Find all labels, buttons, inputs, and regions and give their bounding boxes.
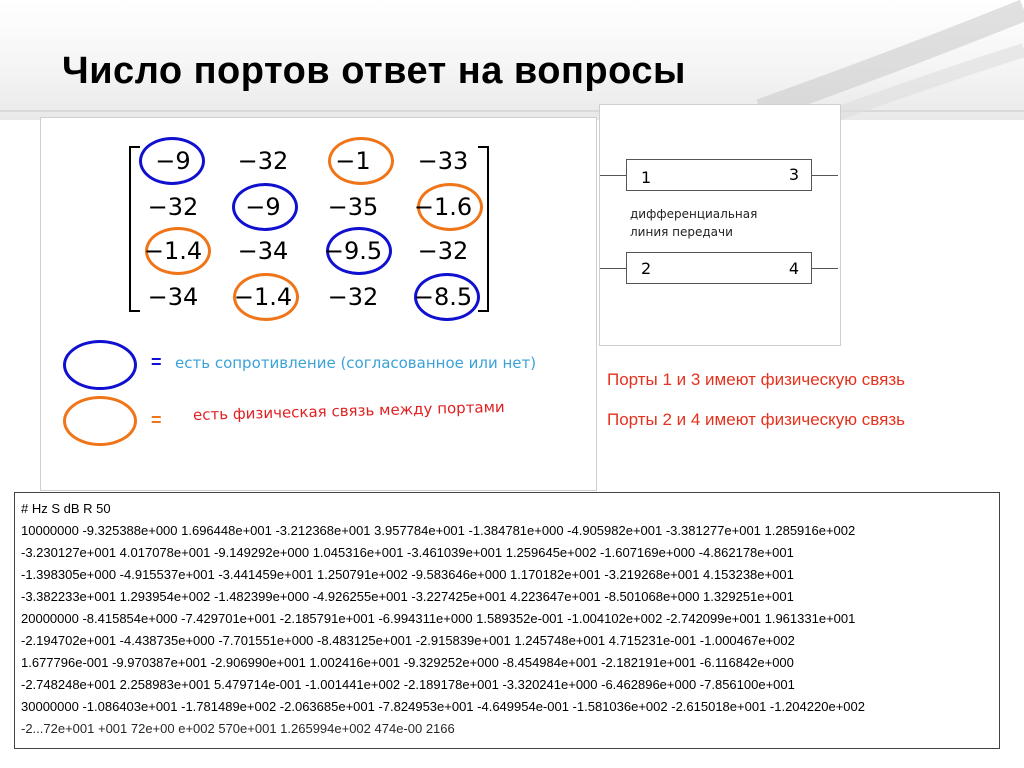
matrix-cell: −1.4 <box>233 283 293 311</box>
matrix-cell: −34 <box>147 283 199 311</box>
data-line: -3.230127e+001 4.017078e+001 -9.149292e+000 1.045316e+001 -3.461039e+001 1.259645e+002 -1.607169e+000 -4.862178e+001 <box>21 545 794 560</box>
port-label-1: 1 <box>641 168 652 187</box>
note-ports-2-4: Порты 2 и 4 имеют физическую связь <box>607 410 905 429</box>
matrix-cell: −9 <box>155 147 191 175</box>
matrix-cell: −1 <box>335 147 371 175</box>
matrix-cell: −1.4 <box>143 237 203 265</box>
bottom-line-box <box>626 252 812 284</box>
matrix-cell: −32 <box>417 237 469 265</box>
legend-equals-orange: = <box>151 410 162 430</box>
matrix-cell: −32 <box>147 193 199 221</box>
data-line: 10000000 -9.325388e+000 1.696448e+001 -3.212368e+001 3.957784e+001 -1.384781e+000 -4.905982e+001 -3.381277e+001 1.285916e+002 <box>21 523 856 538</box>
legend-orange-ring <box>63 396 137 446</box>
legend-blue-ring <box>63 340 137 390</box>
matrix-cell: −8.5 <box>413 283 473 311</box>
page-title: Число портов ответ на вопросы <box>62 50 686 92</box>
port-label-4: 4 <box>788 259 799 278</box>
legend-equals-blue: = <box>151 352 162 372</box>
port-label-3: 3 <box>788 165 799 184</box>
port-2-lead <box>600 268 626 269</box>
data-line-partial: -2...72e+001 +001 72e+00 e+002 570e+001 1.265994e+002 474e-00 2166 <box>21 721 455 736</box>
port-label-2: 2 <box>641 259 652 278</box>
matrix-cell: −34 <box>237 237 289 265</box>
s-matrix-panel <box>40 117 597 491</box>
diagram-caption-line2: линия передачи <box>630 225 733 239</box>
matrix-cell: −32 <box>327 283 379 311</box>
data-line: -1.398305e+000 -4.915537e+001 -3.441459e+001 1.250791e+002 -9.583646e+000 1.170182e+001 -3.219268e+001 4.153238e+001 <box>21 567 794 582</box>
data-line: -2.748248e+001 2.258983e+001 5.479714e-001 -1.001441e+002 -2.189178e+001 -3.320241e+000 -6.462896e+000 -7.856100e+001 <box>21 677 795 692</box>
matrix-cell: −9 <box>245 193 281 221</box>
data-line: 20000000 -8.415854e+000 -7.429701e+001 -2.185791e+001 -6.994311e+000 1.589352e-001 -1.004102e+002 -2.742099e+001 1.961331e+001 <box>21 611 856 626</box>
diagram-caption-line1: дифференциальная <box>630 207 758 221</box>
matrix-cell: −35 <box>327 193 379 221</box>
data-line: 1.677796e-001 -9.970387e+001 -2.906990e+001 1.002416e+001 -9.329252e+000 -8.454984e+001 -2.182191e+001 -6.116842e+000 <box>21 655 794 670</box>
matrix-cell: −9.5 <box>323 237 383 265</box>
top-line-box <box>626 159 812 191</box>
port-3-lead <box>812 175 838 176</box>
title-divider <box>0 110 1024 112</box>
legend-orange-text: есть физическая связь между портами <box>192 397 505 424</box>
matrix-cell: −33 <box>417 147 469 175</box>
data-line-header: # Hz S dB R 50 <box>21 501 111 516</box>
data-line: -2.194702e+001 -4.438735e+000 -7.701551e+000 -8.483125e+001 -2.915839e+001 1.245748e+001 4.715231e-001 -1.000467e+002 <box>21 633 795 648</box>
matrix-cell: −32 <box>237 147 289 175</box>
note-ports-1-3: Порты 1 и 3 имеют физическую связь <box>607 370 905 389</box>
touchstone-data-listing <box>14 492 1000 749</box>
transmission-line-diagram <box>599 104 841 346</box>
matrix-cell: −1.6 <box>413 193 473 221</box>
data-line: -3.382233e+001 1.293954e+002 -1.482399e+000 -4.926255e+001 -3.227425e+001 4.223647e+001 -8.501068e+000 1.329251e+001 <box>21 589 794 604</box>
port-4-lead <box>812 268 838 269</box>
port-1-lead <box>600 175 626 176</box>
legend-blue-text: есть сопротивление (согласованное или нет) <box>175 354 537 372</box>
data-line: 30000000 -1.086403e+001 -1.781489e+002 -2.063685e+001 -7.824953e+001 -4.649954e-001 -1.581036e+002 -2.615018e+001 -1.204220e+002 <box>21 699 865 714</box>
